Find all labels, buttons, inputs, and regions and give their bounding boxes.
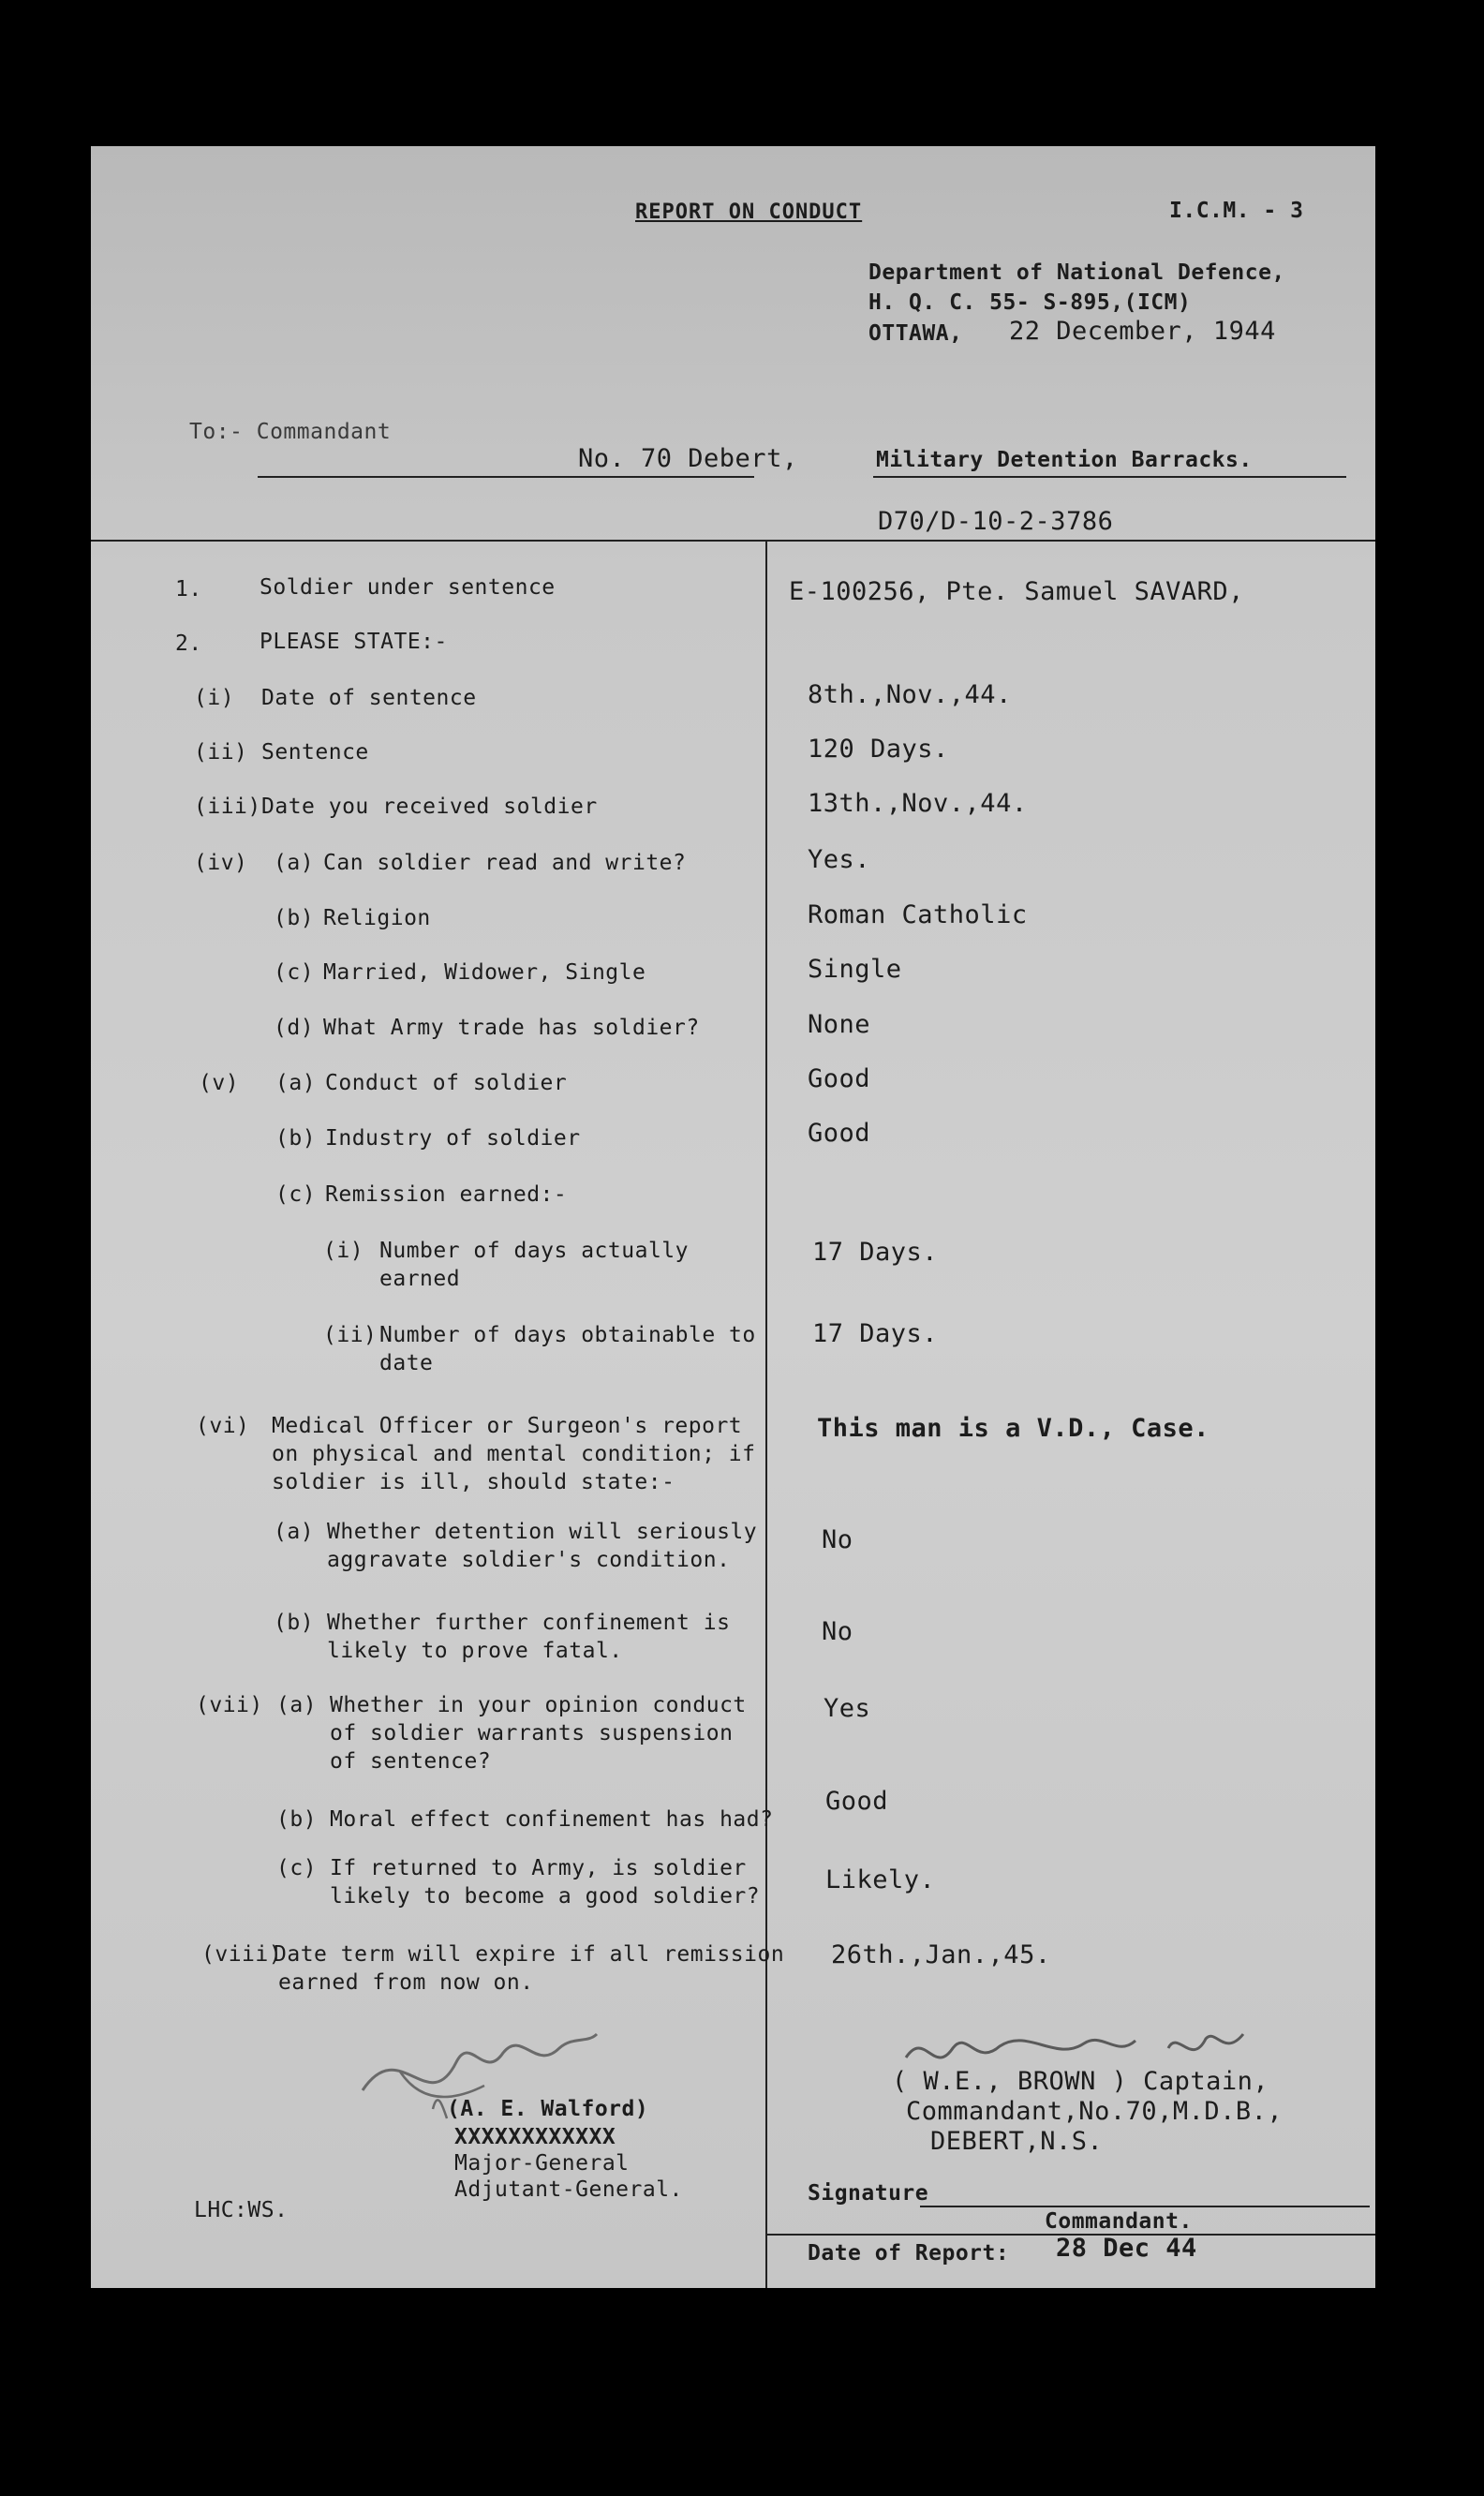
q2iii-number: (iii) <box>194 795 261 819</box>
answer-date-received: 13th.,Nov.,44. <box>808 789 1028 818</box>
answer-detention-aggravate: No <box>822 1525 853 1554</box>
q2vi-text3: soldier is ill, should state:- <box>272 1470 675 1494</box>
answer-religion: Roman Catholic <box>808 900 1028 929</box>
q2iii-text: Date you received soldier <box>261 795 598 819</box>
answer-suspension: Yes <box>824 1694 871 1723</box>
answer-conduct: Good <box>808 1064 871 1093</box>
typist-initials: LHC:WS. <box>194 2198 289 2222</box>
table-top-rule <box>91 540 1375 542</box>
q2v-b-sub: (b) <box>275 1126 317 1151</box>
q2viii-number: (viii) <box>201 1942 283 1967</box>
q2i-number: (i) <box>194 686 235 710</box>
answer-read-write: Yes. <box>808 845 871 874</box>
answer-moral-effect: Good <box>825 1787 889 1816</box>
signature-line <box>920 2206 1370 2207</box>
answer-medical-report: This man is a V.D., Case. <box>817 1414 1209 1443</box>
q2v-a-sub: (a) <box>275 1071 317 1095</box>
q2vi-b-text2: likely to prove fatal. <box>327 1639 623 1663</box>
commandant-place: DEBERT,N.S. <box>930 2127 1104 2156</box>
q2v-c-ii-sub: (ii) <box>323 1323 378 1347</box>
place-name: OTTAWA, <box>868 321 963 346</box>
q2viii-text: Date term will expire if all remission <box>274 1942 785 1967</box>
q2iv-c-sub: (c) <box>274 960 315 985</box>
to-label: To:- Commandant <box>189 420 392 444</box>
struck-out-text: XXXXXXXXXXXX <box>454 2125 616 2149</box>
institution-name: Military Detention Barracks. <box>876 448 1253 472</box>
commandant-role: Commandant. <box>1045 2209 1193 2234</box>
commandant-unit: Commandant,No.70,M.D.B., <box>906 2097 1284 2126</box>
q2vi-a-sub: (a) <box>274 1520 315 1544</box>
q1-text: Soldier under sentence <box>260 575 556 600</box>
q2v-c-i-text: Number of days actually <box>379 1239 689 1263</box>
q2v-c-i-sub: (i) <box>323 1239 364 1263</box>
q2vi-text2: on physical and mental condition; if <box>272 1442 756 1466</box>
q2vii-c-text: If returned to Army, is soldier <box>330 1856 747 1880</box>
institution-underline <box>873 476 1346 478</box>
q2-number: 2. <box>175 631 202 656</box>
q2vi-a-text2: aggravate soldier's condition. <box>327 1548 731 1572</box>
q1-number: 1. <box>175 577 202 602</box>
q2vii-b-text: Moral effect confinement has had? <box>330 1807 774 1832</box>
answer-industry: Good <box>808 1119 871 1148</box>
answer-sentence: 120 Days. <box>808 735 949 764</box>
commandant-name: ( W.E., BROWN ) Captain, <box>892 2067 1269 2096</box>
q2v-c-text: Remission earned:- <box>325 1182 568 1207</box>
q2ii-number: (ii) <box>194 740 248 765</box>
answer-days-obtainable: 17 Days. <box>812 1319 939 1348</box>
q2-text: PLEASE STATE:- <box>260 630 448 654</box>
q2vi-b-text: Whether further confinement is <box>327 1611 731 1635</box>
q2vii-number: (vii) <box>196 1693 263 1717</box>
q2iv-a-sub: (a) <box>274 851 315 875</box>
report-date: 22 December, 1944 <box>1009 317 1276 346</box>
q2v-c-ii-text: Number of days obtainable to <box>379 1323 756 1347</box>
answer-marital-status: Single <box>808 955 902 984</box>
q2iv-d-text: What Army trade has soldier? <box>323 1016 700 1040</box>
answer-date-of-sentence: 8th.,Nov.,44. <box>808 680 1012 709</box>
adjutant-name: (A. E. Walford) <box>447 2097 649 2121</box>
q2v-number: (v) <box>199 1071 240 1095</box>
q2vii-a-text2: of soldier warrants suspension <box>330 1721 734 1746</box>
q2iv-c-text: Married, Widower, Single <box>323 960 646 985</box>
q2i-text: Date of sentence <box>261 686 477 710</box>
barracks-reference: D70/D-10-2-3786 <box>878 507 1114 536</box>
report-title: REPORT ON CONDUCT <box>635 201 863 224</box>
q2vi-b-sub: (b) <box>274 1611 315 1635</box>
q2vii-c-text2: likely to become a good soldier? <box>330 1884 761 1909</box>
q2viii-text2: earned from now on. <box>278 1970 534 1995</box>
q2vii-a-text: Whether in your opinion conduct <box>330 1693 747 1717</box>
q2ii-text: Sentence <box>261 740 369 765</box>
answer-confinement-fatal: No <box>822 1617 853 1646</box>
form-code: I.C.M. - 3 <box>1169 199 1304 223</box>
q2v-c-ii-text2: date <box>379 1351 434 1375</box>
address-underline <box>258 476 754 478</box>
adjutant-title: Adjutant-General. <box>454 2177 683 2202</box>
file-reference: H. Q. C. 55- S-895,(ICM) <box>868 290 1192 315</box>
q2iv-d-sub: (d) <box>274 1016 315 1040</box>
department-name: Department of National Defence, <box>868 260 1285 285</box>
column-divider <box>765 540 767 2288</box>
document-page <box>91 146 1375 2288</box>
answer-expiry-date: 26th.,Jan.,45. <box>831 1940 1051 1969</box>
q2v-c-i-text2: earned <box>379 1267 461 1291</box>
answer-days-earned: 17 Days. <box>812 1238 939 1267</box>
q2vi-text: Medical Officer or Surgeon's report <box>272 1414 743 1438</box>
date-of-report-value: 28 Dec 44 <box>1056 2234 1197 2263</box>
q2v-a-text: Conduct of soldier <box>325 1071 568 1095</box>
q2vi-number: (vi) <box>196 1414 250 1438</box>
q2v-c-sub: (c) <box>275 1182 317 1207</box>
date-of-report-label: Date of Report: <box>808 2241 1010 2266</box>
q2vii-a-text3: of sentence? <box>330 1749 492 1774</box>
answer-good-soldier: Likely. <box>825 1865 936 1894</box>
q2iv-number: (iv) <box>194 851 248 875</box>
q2vii-c-sub: (c) <box>276 1856 318 1880</box>
answer-soldier: E-100256, Pte. Samuel SAVARD, <box>789 577 1244 606</box>
q2vii-b-sub: (b) <box>276 1807 318 1832</box>
q2iv-a-text: Can soldier read and write? <box>323 851 687 875</box>
answer-army-trade: None <box>808 1010 871 1039</box>
q2vii-a-sub: (a) <box>276 1693 318 1717</box>
signature-label: Signature <box>808 2181 929 2206</box>
q2v-b-text: Industry of soldier <box>325 1126 581 1151</box>
barracks-number: No. 70 Debert, <box>578 444 798 473</box>
q2vi-a-text: Whether detention will seriously <box>327 1520 758 1544</box>
adjutant-rank: Major-General <box>454 2151 630 2176</box>
q2iv-b-sub: (b) <box>274 906 315 930</box>
q2iv-b-text: Religion <box>323 906 431 930</box>
